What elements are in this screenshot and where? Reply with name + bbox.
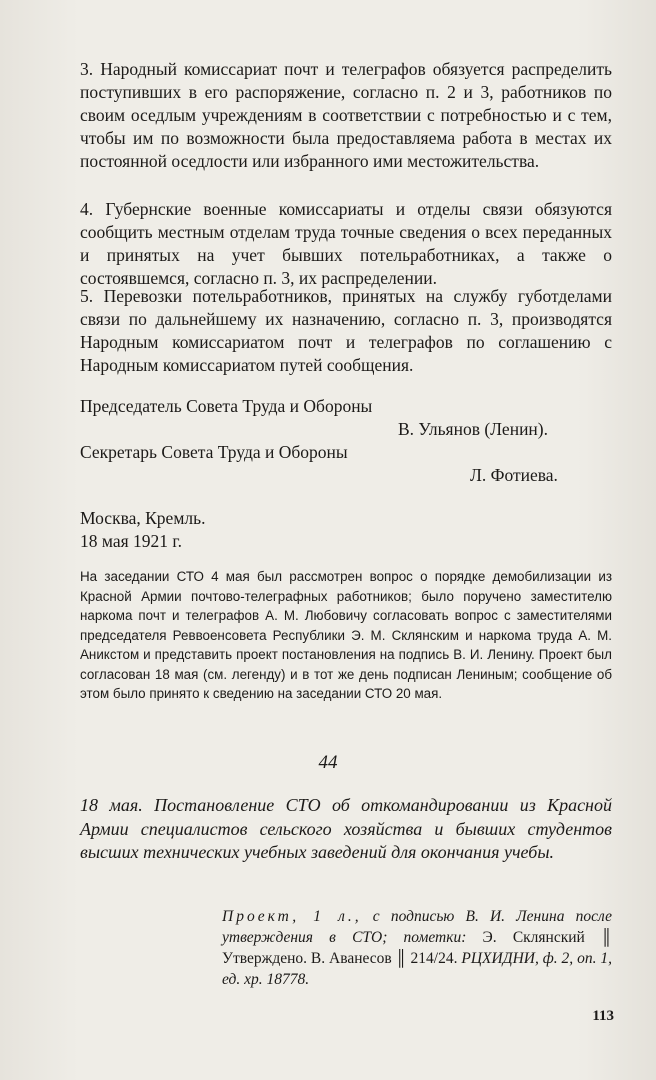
clause-5: 5. Перевозки потельработников, принятых на службу губотделами связи по дальнейшему их назначению, согласно п. 3, производятся Народным комиссариатом почт и телеграфов по соглашению с Народным комиссариатом путей сообщения.: [80, 286, 612, 375]
document-number: 44: [318, 752, 338, 773]
secretary-title: Секретарь Совета Труда и Обороны: [80, 442, 348, 462]
source-archive: РЦХИДНИ, ф. 2, оп. 1, ед. хр. 18778.: [222, 950, 612, 988]
source-marks: Э. Склянский ║ Утверждено. В. Аванесов ║ 214/24.: [222, 929, 612, 967]
chair-title: Председатель Совета Труда и Обороны: [80, 396, 373, 416]
editorial-note: На заседании СТО 4 мая был рассмотрен вопрос о порядке демобилизации из Красной Армии почтово-телеграфных работников; было поручено заместителю наркома почт и телеграфов А. М. Любовичу согласовать вопрос с заместителями председателя Реввоенсовета Республики Э. М. Склянским и наркома труда А. М. Аникстом и представить проект постановления на подпись В. И. Ленину. Проект был согласован 18 мая (см. легенду) и в тот же день подписан Лениным; сообщение об этом было принято к сведению на заседании СТО 20 мая.: [80, 569, 612, 701]
chair-name: В. Ульянов (Ленин).: [398, 419, 548, 439]
clause-3: 3. Народный комиссариат почт и телеграфов обязуется распределить поступивших в его распоряжение, согласно п. 2 и 3, работников по своим оседлым учреждениям в соответствии с потребностью и с тем, чтобы им по возможности была предоставляема работа в местах их постоянной оседлости или избранного ими местожительства.: [80, 59, 612, 171]
document-heading: 18 мая. Постановление СТО об откомандировании из Красной Армии специалистов сельского хозяйства и бывших студентов высших технических учебных заведений для окончания учебы.: [80, 795, 612, 862]
page-number: 113: [592, 1008, 614, 1024]
source-spaced: Проект, 1 л.,: [222, 908, 362, 925]
clause-4: 4. Губернские военные комиссариаты и отделы связи обязуются сообщить местным отделам труда точные сведения о всех переданных и принятых на учет бывших потельработниках, а также о состоявшемся, согласно п. 3, их распределении.: [80, 199, 612, 288]
source-note: [222, 906, 612, 990]
source-description: с подписью В. И. Ленина после утверждения в СТО; пометки:: [222, 908, 612, 946]
place: Москва, Кремль.: [80, 508, 206, 528]
secretary-name: Л. Фотиева.: [470, 465, 558, 485]
date: 18 мая 1921 г.: [80, 531, 182, 551]
